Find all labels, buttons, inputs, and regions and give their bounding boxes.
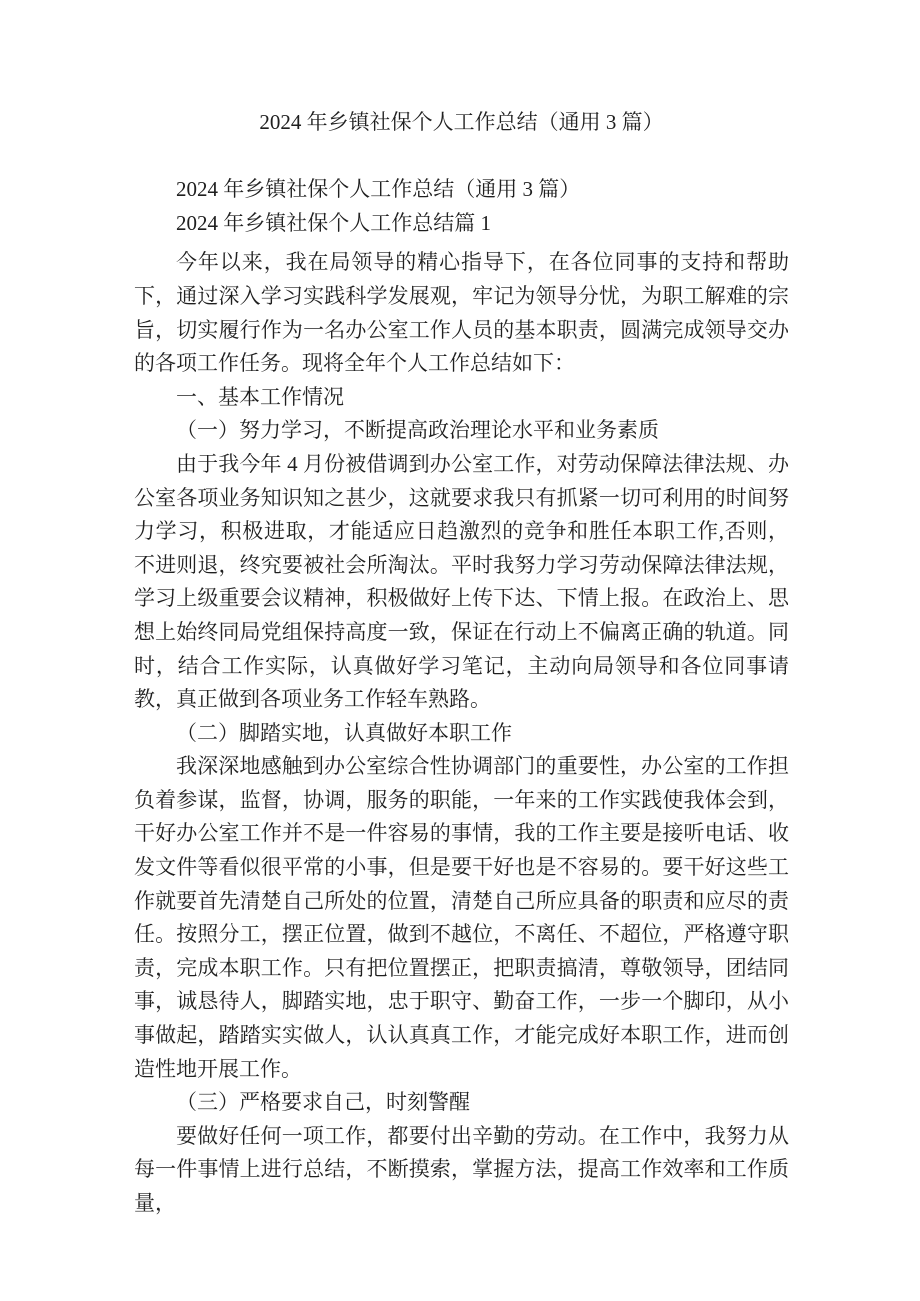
heading-practical-work: （二）脚踏实地，认真做好本职工作	[176, 720, 512, 745]
paragraph-strict-self-discipline: 要做好任何一项工作，都要付出辛勤的劳动。在工作中，我努力从每一件事情上进行总结，不断摸索，掌握方法，提高工作效率和工作质量，	[134, 1123, 789, 1215]
subtitle-line: 2024 年乡镇社保个人工作总结（通用 3 篇）	[176, 177, 581, 202]
section-label-part1: 2024 年乡镇社保个人工作总结篇 1	[176, 210, 491, 235]
paragraph-intro: 今年以来，我在局领导的精心指导下，在各位同事的支持和帮助下，通过深入学习实践科学发展观，牢记为领导分忧，为职工解难的宗旨，切实履行作为一名办公室工作人员的基本职责，圆满完成领导交办的各项工作任务。现将全年个人工作总结如下：	[134, 250, 789, 376]
heading-study-improvement: （一）努力学习，不断提高政治理论水平和业务素质	[176, 418, 659, 443]
paragraph-practical-work: 我深深地感触到办公室综合性协调部门的重要性，办公室的工作担负着参谋，监督，协调，服务的职能，一年来的工作实践使我体会到，干好办公室工作并不是一件容易的事情，我的工作主要是接听电话、收发文件等看似很平常的小事，但是要干好也是不容易的。要干好这些工作就要首先清楚自己所处的位置，清楚自己所应具备的职责和应尽的责任。按照分工，摆正位置，做到不越位，不离任、不超位，严格遵守职责，完成本职工作。只有把位置摆正，把职责搞清，尊敬领导，团结同事，诚恳待人，脚踏实地，忠于职守、勤奋工作，一步一个脚印，从小事做起，踏踏实实做人，认认真真工作，才能完成好本职工作，进而创造性地开展工作。	[134, 754, 789, 1081]
blank-line	[134, 140, 789, 174]
heading-basic-work-overview: 一、基本工作情况	[176, 384, 344, 409]
heading-strict-self-discipline: （三）严格要求自己，时刻警醒	[176, 1090, 470, 1115]
document-title: 2024 年乡镇社保个人工作总结（通用 3 篇）	[259, 110, 664, 134]
paragraph-study-improvement: 由于我今年 4 月份被借调到办公室工作，对劳动保障法律法规、办公室各项业务知识知之甚少，这就要求我只有抓紧一切可利用的时间努力学习，积极进取，才能适应日趋激烈的竞争和胜任本职工作,否则，不进则退，终究要被社会所淘汰。平时我努力学习劳动保障法律法规，学习上级重要会议精神，积极做好上传下达、下情上报。在政治上、思想上始终同局党组保持高度一致，保证在行动上不偏离正确的轨道。同时，结合工作实际，认真做好学习笔记，主动向局领导和各位同事请教，真正做到各项业务工作轻车熟路。	[134, 451, 789, 712]
